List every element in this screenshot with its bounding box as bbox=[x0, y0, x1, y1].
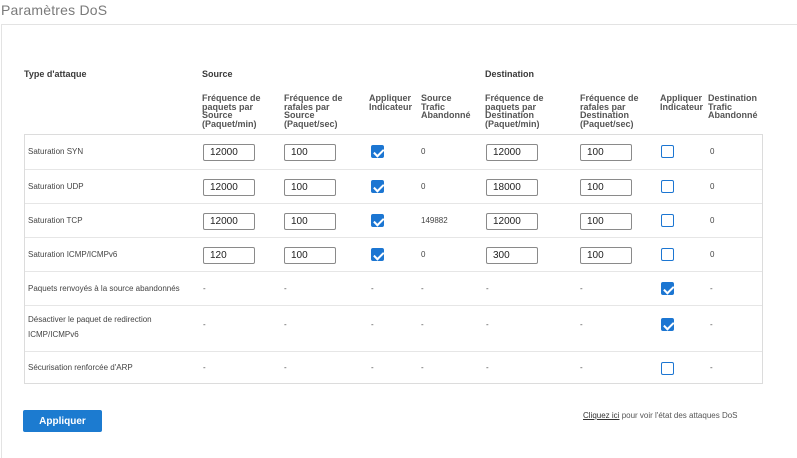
dst-rate-input[interactable] bbox=[486, 247, 538, 264]
dst-dropped-value: 0 bbox=[710, 250, 715, 259]
src-apply-dash: - bbox=[371, 284, 374, 293]
dst-dropped-dash: - bbox=[710, 284, 713, 293]
src-dropped-value: 149882 bbox=[421, 216, 448, 225]
src-dropped-value: 0 bbox=[421, 250, 426, 259]
src-dropped-subheader: Source Trafic Abandonné bbox=[421, 93, 471, 120]
dst-burst-input[interactable] bbox=[580, 213, 632, 230]
dst-burst-dash: - bbox=[580, 320, 583, 329]
attack-label: Saturation TCP bbox=[28, 216, 83, 225]
apply-button[interactable]: Appliquer bbox=[23, 410, 102, 432]
table-row bbox=[25, 237, 762, 272]
src-apply-checkbox[interactable] bbox=[371, 214, 384, 227]
attack-label: Saturation UDP bbox=[28, 182, 84, 191]
src-apply-dash: - bbox=[371, 320, 374, 329]
dst-burst-input[interactable] bbox=[580, 144, 632, 161]
src-burst-dash: - bbox=[284, 320, 287, 329]
dst-dropped-dash: - bbox=[710, 320, 713, 329]
dst-burst-dash: - bbox=[580, 363, 583, 372]
src-burst-input[interactable] bbox=[284, 213, 336, 230]
src-dropped-dash: - bbox=[421, 363, 424, 372]
attack-label: Saturation SYN bbox=[28, 147, 84, 156]
src-dropped-dash: - bbox=[421, 284, 424, 293]
table-row bbox=[25, 135, 762, 169]
dst-dropped-value: 0 bbox=[710, 147, 715, 156]
dst-rate-dash: - bbox=[486, 363, 489, 372]
dst-burst-input[interactable] bbox=[580, 179, 632, 196]
dst-rate-input[interactable] bbox=[486, 213, 538, 230]
table-row bbox=[25, 351, 762, 384]
src-rate-input[interactable] bbox=[203, 213, 255, 230]
page-title: Paramètres DoS bbox=[1, 2, 108, 18]
dst-dropped-subheader: Destination Trafic Abandonné bbox=[708, 93, 758, 120]
src-apply-checkbox[interactable] bbox=[371, 145, 384, 158]
src-rate-dash: - bbox=[203, 284, 206, 293]
dst-apply-checkbox[interactable] bbox=[661, 248, 674, 261]
src-apply-subheader: Appliquer Indicateur bbox=[369, 93, 413, 112]
attack-label: Saturation ICMP/ICMPv6 bbox=[28, 250, 118, 259]
dst-apply-checkbox[interactable] bbox=[661, 318, 674, 331]
src-dropped-value: 0 bbox=[421, 147, 426, 156]
table-row bbox=[25, 271, 762, 306]
attack-label: Sécurisation renforcée d'ARP bbox=[28, 363, 133, 372]
dst-rate-input[interactable] bbox=[486, 144, 538, 161]
table-row bbox=[25, 203, 762, 238]
dst-dropped-value: 0 bbox=[710, 182, 715, 191]
dst-apply-checkbox[interactable] bbox=[661, 145, 674, 158]
dos-table bbox=[24, 134, 763, 384]
destination-header: Destination bbox=[485, 69, 535, 79]
dst-burst-dash: - bbox=[580, 284, 583, 293]
src-rate-dash: - bbox=[203, 363, 206, 372]
dst-dropped-value: 0 bbox=[710, 216, 715, 225]
attack-label: Désactiver le paquet de redirection ICMP/ICMPv6 bbox=[28, 315, 152, 339]
dst-apply-checkbox[interactable] bbox=[661, 362, 674, 375]
dst-rate-subheader: Fréquence de paquets par Destination (Paquet/min) bbox=[485, 93, 544, 129]
attack-label: Paquets renvoyés à la source abandonnés bbox=[28, 284, 180, 293]
src-burst-input[interactable] bbox=[284, 247, 336, 264]
src-rate-subheader: Fréquence de paquets par Source (Paquet/min) bbox=[202, 93, 261, 129]
source-header: Source bbox=[202, 69, 233, 79]
dos-status-footnote bbox=[583, 411, 738, 420]
dst-dropped-dash: - bbox=[710, 363, 713, 372]
dos-status-text: pour voir l'état des attaques DoS bbox=[619, 411, 738, 420]
src-rate-input[interactable] bbox=[203, 144, 255, 161]
src-burst-dash: - bbox=[284, 363, 287, 372]
dst-apply-checkbox[interactable] bbox=[661, 282, 674, 295]
src-burst-dash: - bbox=[284, 284, 287, 293]
src-dropped-value: 0 bbox=[421, 182, 426, 191]
src-dropped-dash: - bbox=[421, 320, 424, 329]
dst-rate-dash: - bbox=[486, 284, 489, 293]
dst-burst-subheader: Fréquence de rafales par Destination (Paquet/sec) bbox=[580, 93, 639, 129]
src-apply-checkbox[interactable] bbox=[371, 248, 384, 261]
src-burst-subheader: Fréquence de rafales par Source (Paquet/sec) bbox=[284, 93, 343, 129]
src-burst-input[interactable] bbox=[284, 179, 336, 196]
dos-status-link[interactable]: Cliquez ici bbox=[583, 411, 620, 420]
dst-apply-checkbox[interactable] bbox=[661, 180, 674, 193]
src-apply-checkbox[interactable] bbox=[371, 180, 384, 193]
src-rate-dash: - bbox=[203, 320, 206, 329]
src-rate-input[interactable] bbox=[203, 247, 255, 264]
src-rate-input[interactable] bbox=[203, 179, 255, 196]
dst-apply-checkbox[interactable] bbox=[661, 214, 674, 227]
dst-burst-input[interactable] bbox=[580, 247, 632, 264]
dst-apply-subheader: Appliquer Indicateur bbox=[660, 93, 704, 112]
src-burst-input[interactable] bbox=[284, 144, 336, 161]
src-apply-dash: - bbox=[371, 363, 374, 372]
dst-rate-dash: - bbox=[486, 320, 489, 329]
table-row bbox=[25, 169, 762, 204]
table-row bbox=[25, 305, 762, 352]
dst-rate-input[interactable] bbox=[486, 179, 538, 196]
attack-type-header: Type d'attaque bbox=[24, 69, 87, 79]
